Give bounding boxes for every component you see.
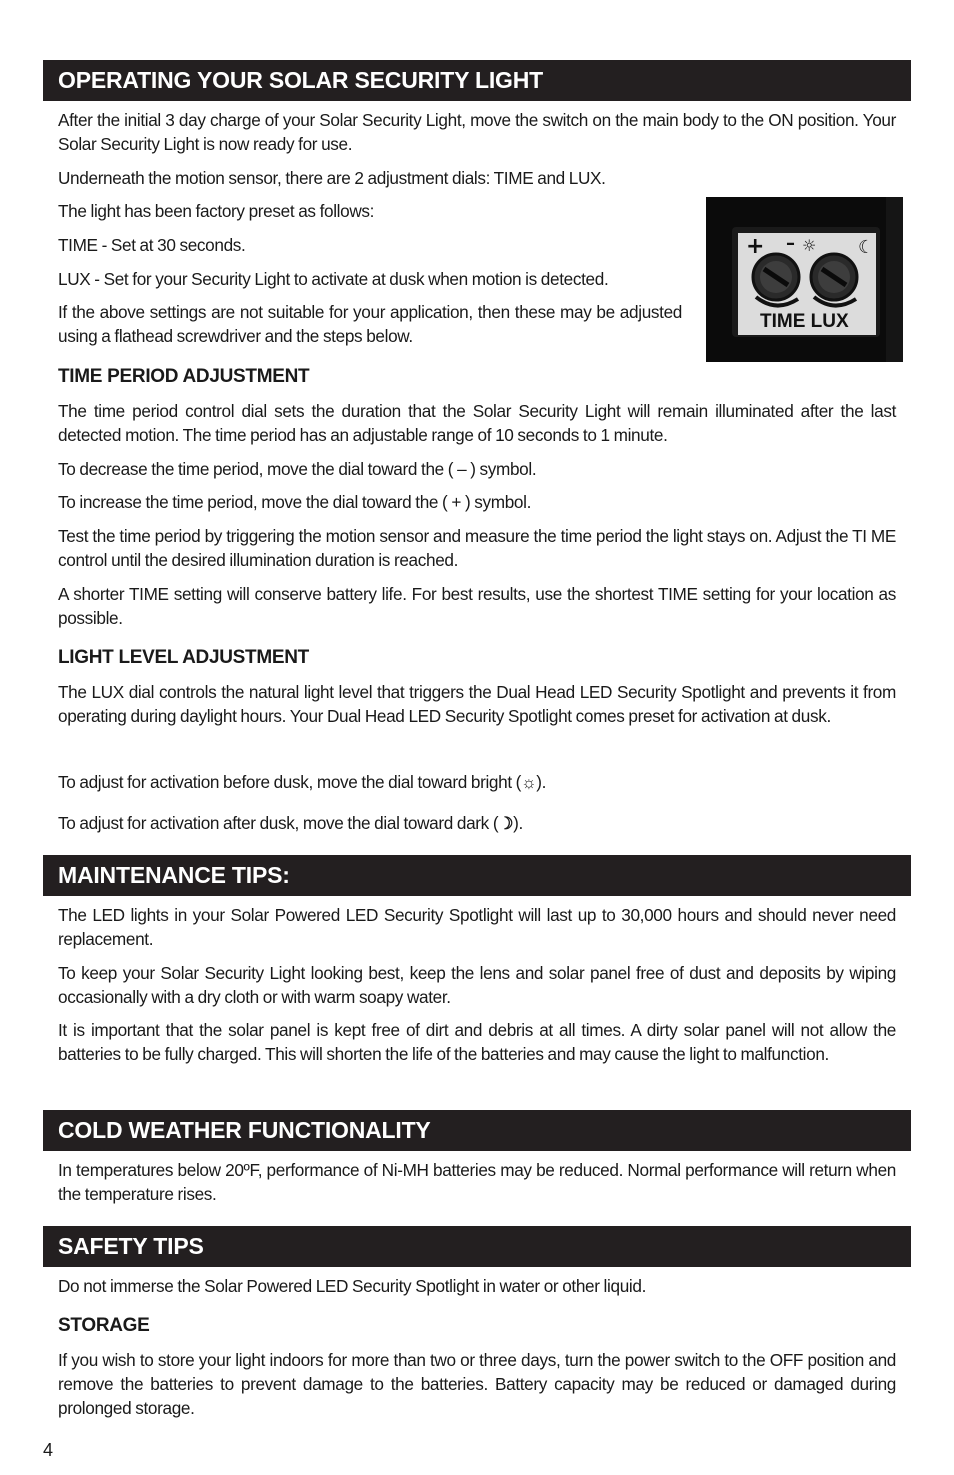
storage-paragraph-1: If you wish to store your light indoors for more than two or three days, turn the power switch to the OFF position and remove the batteries to prevent damage to the batteries. Battery capacity may be reduced or damaged during prolonged storage. bbox=[58, 1350, 896, 1418]
svg-text:–: – bbox=[786, 233, 795, 254]
time-period-paragraph-4: Test the time period by triggering the motion sensor and measure the time period the light stays on. Adjust the TI ME control until the desired illumination duration is reached. bbox=[58, 526, 896, 570]
section-header-maintenance: MAINTENANCE TIPS: bbox=[43, 855, 911, 896]
cold-weather-paragraph-1: In temperatures below 20ºF, performance of Ni-MH batteries may be reduced. Normal performance will return when the temperature rises. bbox=[58, 1160, 896, 1204]
operating-paragraph-4: TIME - Set at 30 seconds. bbox=[58, 235, 246, 255]
page-number: 4 bbox=[43, 1440, 54, 1460]
operating-paragraph-1: After the initial 3 day charge of your Solar Security Light, move the switch on the main body to the ON position. Your Solar Security Light is now ready for use. bbox=[58, 110, 896, 154]
dial-photo-illustration bbox=[706, 197, 903, 362]
time-period-paragraph-5: A shorter TIME setting will conserve battery life. For best results, use the shortest TIME setting for your location as possible. bbox=[58, 584, 896, 628]
storage-heading: STORAGE bbox=[58, 1315, 150, 1336]
section-header-safety: SAFETY TIPS bbox=[43, 1226, 911, 1267]
dial-photo bbox=[706, 197, 903, 362]
light-level-paragraph-3-end: ). bbox=[513, 813, 523, 833]
safety-paragraph-1: Do not immerse the Solar Powered LED Security Spotlight in water or other liquid. bbox=[58, 1276, 647, 1296]
time-period-paragraph-1: The time period control dial sets the duration that the Solar Security Light will remain illuminated after the last detected motion. The time period has an adjustable range of 10 seconds to 1 minute. bbox=[58, 401, 896, 445]
light-level-paragraph-3-text: To adjust for activation after dusk, move the dial toward dark ( bbox=[58, 813, 499, 833]
maintenance-paragraph-1: The LED lights in your Solar Powered LED Security Spotlight will last up to 30,000 hours and should never need replacement. bbox=[58, 905, 896, 949]
operating-paragraph-5: LUX - Set for your Security Light to activate at dusk when motion is detected. bbox=[58, 269, 609, 289]
sun-icon: ☼ bbox=[521, 773, 537, 792]
time-period-heading: TIME PERIOD ADJUSTMENT bbox=[58, 366, 310, 387]
time-period-paragraph-2: To decrease the time period, move the dial toward the ( – ) symbol. bbox=[58, 459, 537, 479]
svg-text:+: + bbox=[746, 234, 765, 259]
operating-paragraph-2: Underneath the motion sensor, there are 2 adjustment dials: TIME and LUX. bbox=[58, 168, 606, 188]
operating-paragraph-3: The light has been factory preset as follows: bbox=[58, 201, 375, 221]
light-level-paragraph-3 bbox=[58, 811, 896, 836]
light-level-paragraph-2-text: To adjust for activation before dusk, move the dial toward bright ( bbox=[58, 772, 522, 792]
moon-icon: ☽ bbox=[498, 814, 514, 833]
operating-paragraph-6: If the above settings are not suitable for your application, then these may be adjusted using a flathead screwdriver and the steps below. bbox=[58, 302, 682, 346]
maintenance-paragraph-2: To keep your Solar Security Light looking best, keep the lens and solar panel free of dust and deposits by wiping occasionally with a dry cloth or with warm soapy water. bbox=[58, 963, 896, 1007]
svg-text:☼: ☼ bbox=[802, 236, 817, 255]
dial-photo-label: TIME LUX bbox=[760, 311, 849, 332]
light-level-paragraph-2-end: ). bbox=[536, 772, 547, 792]
section-header-operating: OPERATING YOUR SOLAR SECURITY LIGHT bbox=[43, 60, 911, 101]
time-period-paragraph-3: To increase the time period, move the dial toward the ( + ) symbol. bbox=[58, 492, 532, 512]
light-level-heading: LIGHT LEVEL ADJUSTMENT bbox=[58, 647, 309, 668]
section-header-cold-weather: COLD WEATHER FUNCTIONALITY bbox=[43, 1110, 911, 1151]
light-level-paragraph-1: The LUX dial controls the natural light level that triggers the Dual Head LED Security Spotlight and prevents it from operating during daylight hours. Your Dual Head LED Security Spotlight comes preset for activation at dusk. bbox=[58, 682, 896, 726]
light-level-paragraph-2 bbox=[58, 770, 896, 795]
maintenance-paragraph-3: It is important that the solar panel is kept free of dirt and debris at all times. A dirty solar panel will not allow the batteries to be fully charged. This will shorten the life of the batteries and may cause the light to malfunction. bbox=[58, 1020, 896, 1064]
svg-text:☾: ☾ bbox=[858, 237, 875, 258]
